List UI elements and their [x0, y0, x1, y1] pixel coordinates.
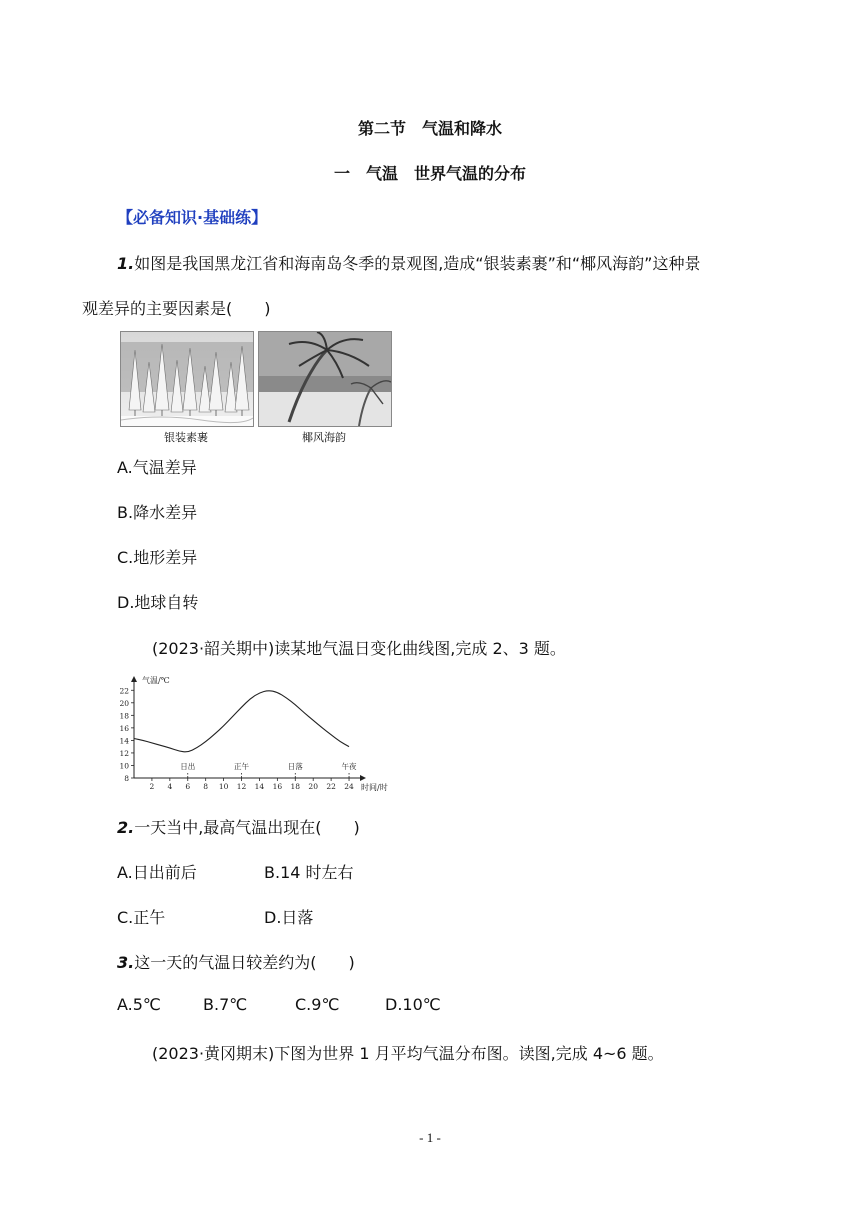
y-axis-arrow	[131, 676, 137, 682]
snow-forest-illustration	[121, 332, 253, 426]
question-2-number: 2.	[117, 818, 135, 837]
q1-option-a: A.气温差异	[117, 458, 197, 477]
x-tick-label: 24	[344, 782, 354, 791]
q3-option-b: B.7℃	[203, 995, 248, 1014]
q1-option-d: D.地球自转	[117, 593, 199, 612]
question-3-text: 这一天的气温日较差约为( )	[134, 953, 355, 972]
x-tick-label: 16	[272, 782, 283, 791]
question-2	[117, 815, 360, 838]
x-axis-arrow	[360, 775, 366, 781]
knowledge-tag: 【必备知识·基础练】	[117, 208, 268, 227]
x-tick-label: 10	[218, 782, 229, 791]
question-3-number: 3.	[117, 953, 135, 972]
photo-caption-palm: 椰风海韵	[302, 431, 346, 444]
x-tick-label: 20	[308, 782, 318, 791]
q2-option-c: C.正午	[117, 908, 166, 927]
chart-annotation-1: 正午	[234, 762, 250, 771]
section-title: 第二节 气温和降水	[357, 119, 502, 138]
chart-annotation-3: 午夜	[341, 762, 357, 771]
y-tick-label: 20	[119, 698, 129, 708]
x-tick-label: 18	[290, 782, 301, 791]
palm-beach-photo	[258, 331, 392, 427]
y-tick-label: 14	[119, 736, 129, 746]
q3-option-a: A.5℃	[117, 995, 161, 1014]
intro-questions-2-3: (2023·韶关期中)读某地气温日变化曲线图,完成 2、3 题。	[152, 639, 566, 658]
chart-annotation-2: 日落	[287, 762, 303, 771]
x-tick-label: 4	[167, 782, 173, 791]
chart-ticks	[119, 686, 354, 791]
x-tick-label: 2	[149, 782, 155, 791]
x-tick-label: 6	[185, 782, 191, 791]
chart-x-axis-label: 时间/时	[361, 783, 388, 792]
palm-beach-illustration	[259, 332, 391, 426]
question-2-text: 一天当中,最高气温出现在( )	[134, 818, 360, 837]
subsection-title: 一 气温 世界气温的分布	[333, 164, 526, 183]
question-1-number: 1.	[117, 254, 135, 273]
q2-option-b: B.14 时左右	[264, 863, 354, 882]
q2-option-a: A.日出前后	[117, 863, 197, 882]
intro-questions-4-6: (2023·黄冈期末)下图为世界 1 月平均气温分布图。读图,完成 4~6 题。	[152, 1044, 664, 1063]
q1-option-c: C.地形差异	[117, 548, 198, 567]
page-number: - 1 -	[419, 1130, 441, 1145]
y-tick-label: 10	[119, 761, 129, 771]
chart-annotations	[180, 761, 357, 778]
chart-annotation-0: 日出	[180, 762, 196, 771]
question-1	[117, 251, 700, 274]
q3-option-d: D.10℃	[385, 995, 441, 1014]
q1-option-b: B.降水差异	[117, 503, 198, 522]
x-tick-label: 22	[326, 782, 336, 791]
q3-option-c: C.9℃	[295, 995, 340, 1014]
snow-forest-photo	[120, 331, 254, 427]
temperature-chart	[110, 672, 410, 794]
y-tick-label: 16	[119, 723, 129, 733]
chart-y-axis-label: 气温/℃	[142, 676, 170, 685]
y-tick-label: 8	[124, 774, 129, 783]
q2-option-d: D.日落	[264, 908, 314, 927]
question-1-text-line2: 观差异的主要因素是( )	[82, 299, 271, 318]
y-tick-label: 18	[119, 711, 129, 721]
x-tick-label: 14	[254, 782, 265, 791]
y-tick-label: 22	[119, 686, 129, 696]
y-tick-label: 12	[119, 748, 129, 758]
question-3	[117, 950, 355, 973]
photo-caption-snow: 银装素裹	[164, 431, 208, 444]
temperature-curve	[134, 691, 349, 752]
x-tick-label: 12	[236, 782, 247, 791]
question-1-text-line1: 如图是我国黑龙江省和海南岛冬季的景观图,造成“银装素裹”和“椰风海韵”这种景	[134, 254, 701, 273]
x-tick-label: 8	[203, 782, 209, 791]
